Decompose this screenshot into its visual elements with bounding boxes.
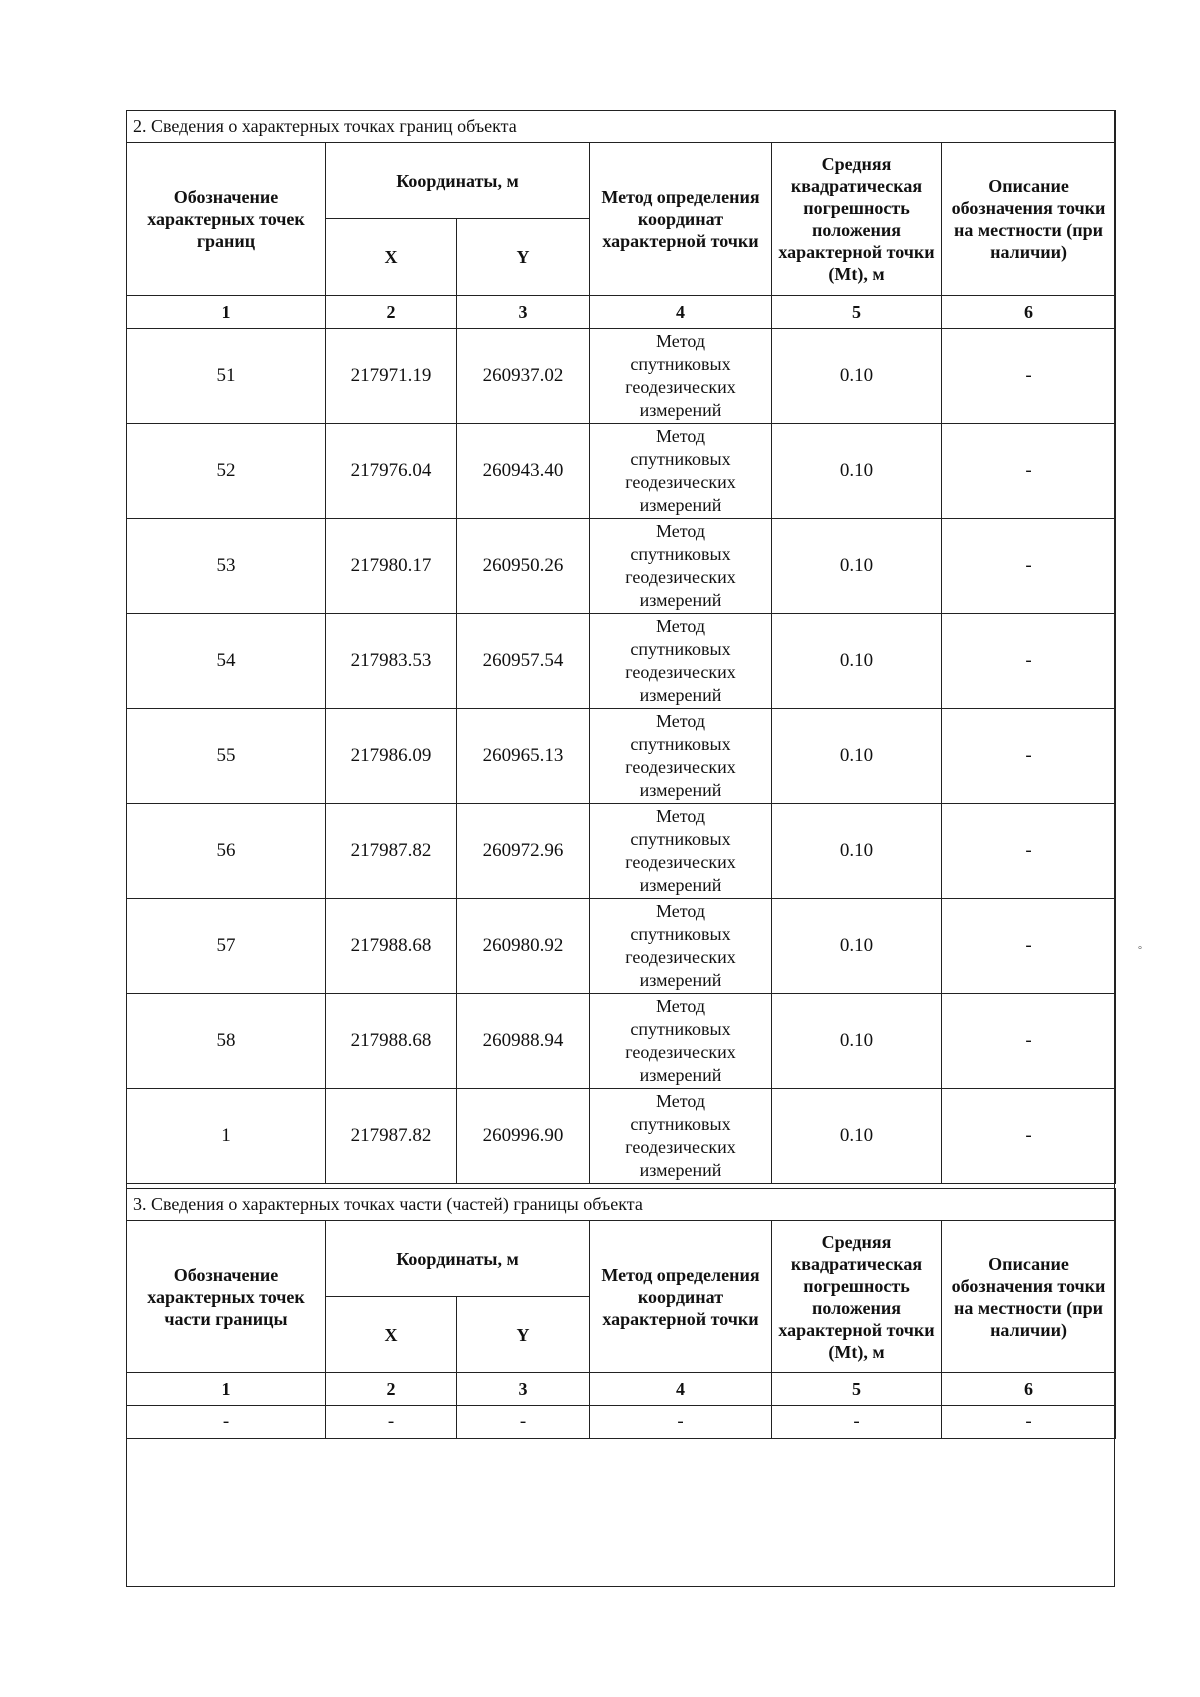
table-row (127, 424, 1116, 519)
error-cell: 0.10 (772, 899, 942, 994)
col-number: 3 (457, 1373, 590, 1406)
col-number: 5 (772, 1373, 942, 1406)
col-number: 2 (326, 1373, 457, 1406)
part-boundary-points-table (126, 1188, 1116, 1439)
error-cell: 0.10 (772, 614, 942, 709)
header-coords: Координаты, м (326, 1221, 590, 1297)
col-number: 6 (942, 1373, 1116, 1406)
x-coordinate-cell: 217987.82 (326, 804, 457, 899)
y-coordinate-cell: 260957.54 (457, 614, 590, 709)
col-number: 3 (457, 296, 590, 329)
description-cell: - (942, 804, 1116, 899)
table-row (127, 709, 1116, 804)
empty-cell: - (590, 1406, 772, 1439)
point-cell: 52 (127, 424, 326, 519)
header-description: Описание обозначения точки на местности (при наличии) (942, 1221, 1116, 1373)
header-x: X (326, 219, 457, 296)
col-number: 4 (590, 296, 772, 329)
y-coordinate-cell: 260943.40 (457, 424, 590, 519)
description-cell: - (942, 519, 1116, 614)
description-cell: - (942, 614, 1116, 709)
col-number: 4 (590, 1373, 772, 1406)
point-cell: 51 (127, 329, 326, 424)
table-row (127, 519, 1116, 614)
empty-cell: - (457, 1406, 590, 1439)
header-y: Y (457, 219, 590, 296)
table-row (127, 804, 1116, 899)
x-coordinate-cell: 217983.53 (326, 614, 457, 709)
x-coordinate-cell: 217971.19 (326, 329, 457, 424)
header-y: Y (457, 1297, 590, 1373)
error-cell: 0.10 (772, 1089, 942, 1184)
point-cell: 56 (127, 804, 326, 899)
y-coordinate-cell: 260988.94 (457, 994, 590, 1089)
method-cell: Метод спутниковых геодезических измерений (590, 519, 772, 614)
method-cell: Метод спутниковых геодезических измерений (590, 899, 772, 994)
error-cell: 0.10 (772, 424, 942, 519)
y-coordinate-cell: 260980.92 (457, 899, 590, 994)
table-row (127, 994, 1116, 1089)
method-cell: Метод спутниковых геодезических измерений (590, 804, 772, 899)
header-error: Средняя квадратическая погрешность положения характерной точки (Mt), м (772, 1221, 942, 1373)
error-cell: 0.10 (772, 329, 942, 424)
method-cell: Метод спутниковых геодезических измерений (590, 329, 772, 424)
point-cell: 53 (127, 519, 326, 614)
x-coordinate-cell: 217988.68 (326, 994, 457, 1089)
stray-mark: ° (1138, 945, 1142, 956)
x-coordinate-cell: 217976.04 (326, 424, 457, 519)
method-cell: Метод спутниковых геодезических измерений (590, 1089, 772, 1184)
header-coords: Координаты, м (326, 143, 590, 219)
table-row (127, 614, 1116, 709)
col-number: 1 (127, 296, 326, 329)
error-cell: 0.10 (772, 994, 942, 1089)
description-cell: - (942, 994, 1116, 1089)
point-cell: 55 (127, 709, 326, 804)
col-number: 2 (326, 296, 457, 329)
error-cell: 0.10 (772, 519, 942, 614)
col-number: 6 (942, 296, 1116, 329)
col-number: 5 (772, 296, 942, 329)
y-coordinate-cell: 260996.90 (457, 1089, 590, 1184)
header-method: Метод определения координат характерной точки (590, 1221, 772, 1373)
y-coordinate-cell: 260937.02 (457, 329, 590, 424)
method-cell: Метод спутниковых геодезических измерений (590, 424, 772, 519)
error-cell: 0.10 (772, 709, 942, 804)
y-coordinate-cell: 260950.26 (457, 519, 590, 614)
point-cell: 54 (127, 614, 326, 709)
y-coordinate-cell: 260972.96 (457, 804, 590, 899)
header-designation: Обозначение характерных точек границ (127, 143, 326, 296)
x-coordinate-cell: 217980.17 (326, 519, 457, 614)
y-coordinate-cell: 260965.13 (457, 709, 590, 804)
empty-cell: - (326, 1406, 457, 1439)
method-cell: Метод спутниковых геодезических измерений (590, 709, 772, 804)
table-row (127, 899, 1116, 994)
header-designation: Обозначение характерных точек части границы (127, 1221, 326, 1373)
point-cell: 57 (127, 899, 326, 994)
point-cell: 1 (127, 1089, 326, 1184)
error-cell: 0.10 (772, 804, 942, 899)
description-cell: - (942, 899, 1116, 994)
x-coordinate-cell: 217988.68 (326, 899, 457, 994)
header-error: Средняя квадратическая погрешность положения характерной точки (Mt), м (772, 143, 942, 296)
header-method: Метод определения координат характерной точки (590, 143, 772, 296)
x-coordinate-cell: 217987.82 (326, 1089, 457, 1184)
table-row (127, 1089, 1116, 1184)
header-description: Описание обозначения точки на местности (при наличии) (942, 143, 1116, 296)
description-cell: - (942, 424, 1116, 519)
x-coordinate-cell: 217986.09 (326, 709, 457, 804)
description-cell: - (942, 709, 1116, 804)
description-cell: - (942, 329, 1116, 424)
section-3-title: 3. Сведения о характерных точках части (частей) границы объекта (127, 1189, 1116, 1221)
method-cell: Метод спутниковых геодезических измерений (590, 614, 772, 709)
table-row (127, 329, 1116, 424)
description-cell: - (942, 1089, 1116, 1184)
header-x: X (326, 1297, 457, 1373)
section-2-title: 2. Сведения о характерных точках границ объекта (127, 111, 1116, 143)
empty-cell: - (772, 1406, 942, 1439)
method-cell: Метод спутниковых геодезических измерений (590, 994, 772, 1089)
boundary-points-table (126, 110, 1116, 1184)
empty-cell: - (127, 1406, 326, 1439)
point-cell: 58 (127, 994, 326, 1089)
empty-cell: - (942, 1406, 1116, 1439)
col-number: 1 (127, 1373, 326, 1406)
